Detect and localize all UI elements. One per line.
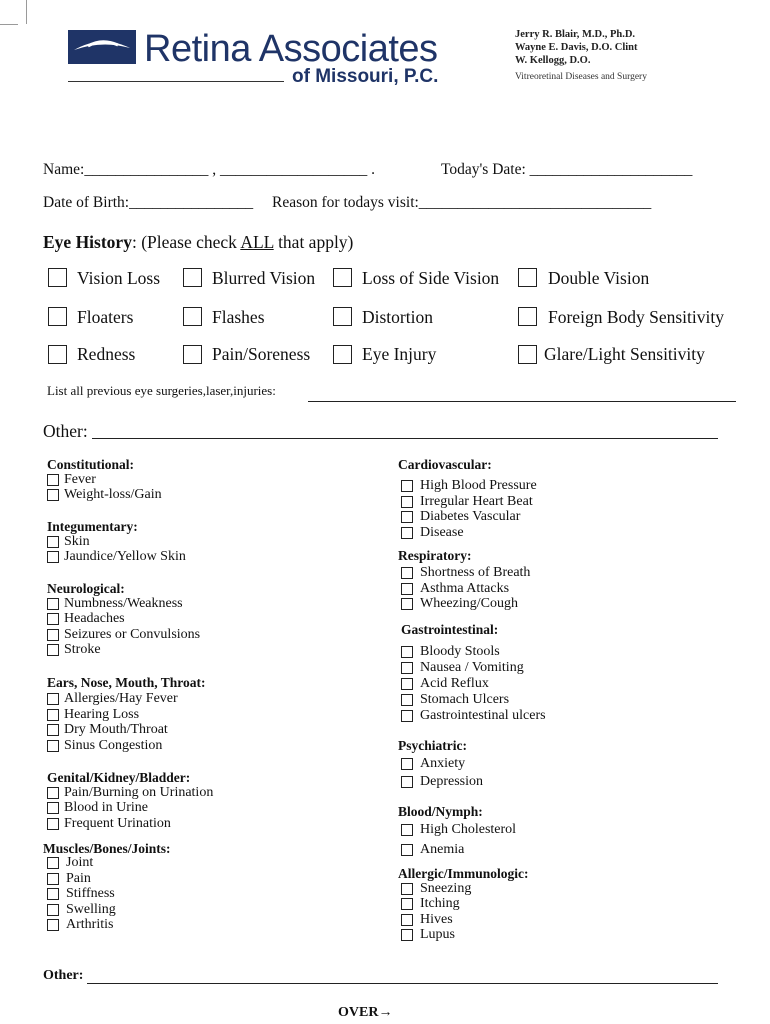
item-label: High Cholesterol	[420, 822, 517, 837]
checkbox[interactable]	[47, 629, 59, 641]
doctor-line: W. Kellogg, D.O.	[515, 55, 591, 66]
section-title: Ears, Nose, Mouth, Throat:	[47, 675, 206, 690]
checkbox-loss-of-side-vision[interactable]	[333, 268, 352, 287]
item-label: Wheezing/Cough	[420, 596, 518, 611]
checkbox[interactable]	[47, 598, 59, 610]
section-title: Genital/Kidney/Bladder:	[47, 770, 191, 785]
over-label: OVER→	[338, 1005, 393, 1020]
label-eye-injury: Eye Injury	[362, 344, 437, 364]
item-label: Pain/Burning on Urination	[64, 785, 214, 800]
checkbox[interactable]	[401, 646, 413, 658]
item-label: Stiffness	[66, 886, 115, 901]
item-label: Anemia	[420, 842, 465, 857]
item-label: Acid Reflux	[420, 676, 489, 691]
checkbox[interactable]	[401, 527, 413, 539]
item-label: Shortness of Breath	[420, 565, 531, 580]
item-label: Sinus Congestion	[64, 738, 163, 753]
checkbox[interactable]	[401, 776, 413, 788]
eye-history-heading	[43, 230, 353, 254]
checkbox-flashes[interactable]	[183, 307, 202, 326]
doctor-line: Jerry R. Blair, M.D., Ph.D.	[515, 29, 636, 40]
item-label: Skin	[64, 534, 90, 549]
item-label: Hives	[420, 912, 453, 927]
item-label: Arthritis	[66, 917, 114, 932]
item-label: Weight-loss/Gain	[64, 487, 162, 502]
item-label: Depression	[420, 774, 483, 789]
checkbox[interactable]	[401, 678, 413, 690]
label-blurred-vision: Blurred Vision	[212, 268, 316, 288]
eye-other-input-line[interactable]	[92, 438, 718, 439]
checkbox[interactable]	[47, 724, 59, 736]
checkbox[interactable]	[47, 536, 59, 548]
item-label: Blood in Urine	[64, 800, 148, 815]
checkbox[interactable]	[401, 567, 413, 579]
checkbox[interactable]	[401, 914, 413, 926]
checkbox[interactable]	[401, 758, 413, 770]
previous-surgeries-input-line[interactable]	[308, 401, 736, 402]
label-pain-soreness: Pain/Soreness	[212, 344, 311, 364]
checkbox-floaters[interactable]	[48, 307, 67, 326]
checkbox[interactable]	[47, 802, 59, 814]
checkbox-redness[interactable]	[48, 345, 67, 364]
eye-other-label: Other:	[43, 421, 88, 441]
checkbox[interactable]	[47, 489, 59, 501]
checkbox[interactable]	[47, 644, 59, 656]
checkbox[interactable]	[401, 583, 413, 595]
item-label: Numbness/Weakness	[64, 596, 183, 611]
label-glare-light-sensitivity: Glare/Light Sensitivity	[544, 344, 705, 364]
checkbox-eye-injury[interactable]	[333, 345, 352, 364]
checkbox[interactable]	[401, 598, 413, 610]
label-vision-loss: Vision Loss	[77, 268, 161, 288]
checkbox[interactable]	[47, 740, 59, 752]
eye-history-instruction: : (Please check	[131, 232, 241, 252]
checkbox[interactable]	[401, 662, 413, 674]
item-label: Stroke	[64, 642, 101, 657]
item-label: Itching	[420, 896, 460, 911]
eye-history-instruction-end: that apply)	[273, 232, 354, 252]
eye-history-title: Eye History	[43, 232, 132, 252]
section-title: Psychiatric:	[398, 738, 467, 753]
eye-history-all: ALL	[240, 232, 274, 252]
label-distortion: Distortion	[362, 307, 433, 327]
checkbox[interactable]	[47, 904, 59, 916]
label-foreign-body-sensitivity: Foreign Body Sensitivity	[548, 307, 724, 327]
item-label: Seizures or Convulsions	[64, 627, 201, 642]
item-label: High Blood Pressure	[420, 478, 537, 493]
doctor-list	[515, 28, 638, 67]
item-label: Jaundice/Yellow Skin	[64, 549, 186, 564]
section-title: Integumentary:	[47, 519, 138, 534]
other-label: Other:	[43, 968, 84, 983]
item-label: Asthma Attacks	[420, 581, 510, 596]
checkbox-pain-soreness[interactable]	[183, 345, 202, 364]
item-label: Sneezing	[420, 881, 472, 896]
checkbox[interactable]	[47, 857, 59, 869]
checkbox[interactable]	[401, 844, 413, 856]
date-of-birth-field[interactable]: Date of Birth:________________	[43, 194, 254, 211]
item-label: Disease	[420, 525, 464, 540]
checkbox[interactable]	[47, 613, 59, 625]
item-label: Fever	[64, 472, 96, 487]
item-label: Pain	[66, 871, 91, 886]
label-double-vision: Double Vision	[548, 268, 650, 288]
checkbox[interactable]	[401, 511, 413, 523]
item-label: Gastrointestinal ulcers	[420, 708, 546, 723]
label-flashes: Flashes	[212, 307, 265, 327]
label-loss-of-side-vision: Loss of Side Vision	[362, 268, 500, 288]
item-label: Headaches	[64, 611, 125, 626]
checkbox[interactable]	[47, 873, 59, 885]
checkbox[interactable]	[47, 693, 59, 705]
doctor-line: Wayne E. Davis, D.O. Clint	[515, 42, 638, 53]
checkbox[interactable]	[401, 898, 413, 910]
checkbox[interactable]	[401, 824, 413, 836]
checkbox[interactable]	[401, 710, 413, 722]
item-label: Stomach Ulcers	[420, 692, 510, 707]
section-title: Respiratory:	[398, 548, 472, 563]
item-label: Allergies/Hay Fever	[64, 691, 178, 706]
checkbox[interactable]	[401, 929, 413, 941]
checkbox-distortion[interactable]	[333, 307, 352, 326]
logo-rule	[68, 81, 284, 82]
section-title: Muscles/Bones/Joints:	[43, 841, 171, 856]
item-label: Hearing Loss	[64, 707, 140, 722]
eye-logo-icon	[68, 30, 136, 64]
section-title: Cardiovascular:	[398, 457, 492, 472]
checkbox-blurred-vision[interactable]	[183, 268, 202, 287]
checkbox-vision-loss[interactable]	[48, 268, 67, 287]
previous-surgeries-label: List all previous eye surgeries,laser,injuries:	[47, 383, 276, 398]
item-label: Dry Mouth/Throat	[64, 722, 168, 737]
checkbox-glare-light-sensitivity[interactable]	[518, 345, 537, 364]
checkbox[interactable]	[47, 551, 59, 563]
checkbox-foreign-body-sensitivity[interactable]	[518, 307, 537, 326]
checkbox-double-vision[interactable]	[518, 268, 537, 287]
checkbox[interactable]	[47, 919, 59, 931]
reason-for-visit-field[interactable]: Reason for todays visit:______________________________	[272, 194, 652, 211]
checkbox[interactable]	[401, 496, 413, 508]
checkbox[interactable]	[47, 709, 59, 721]
item-label: Nausea / Vomiting	[420, 660, 524, 675]
checkbox[interactable]	[47, 474, 59, 486]
checkbox[interactable]	[47, 888, 59, 900]
logo-title: Retina Associates	[144, 28, 438, 70]
checkbox[interactable]	[401, 694, 413, 706]
page-corner-mark	[26, 0, 27, 24]
section-title: Gastrointestinal:	[401, 622, 499, 637]
specialty-text: Vitreoretinal Diseases and Surgery	[515, 72, 647, 82]
item-label: Lupus	[420, 927, 455, 942]
item-label: Anxiety	[420, 756, 466, 771]
todays-date-field[interactable]: Today's Date: _____________________	[441, 161, 693, 178]
item-label: Irregular Heart Beat	[420, 494, 533, 509]
checkbox[interactable]	[47, 818, 59, 830]
item-label: Bloody Stools	[420, 644, 500, 659]
section-title: Blood/Nymph:	[398, 804, 483, 819]
item-label: Frequent Urination	[64, 816, 171, 831]
checkbox[interactable]	[401, 883, 413, 895]
section-title: Allergic/Immunologic:	[398, 866, 529, 881]
section-title: Neurological:	[47, 581, 125, 596]
checkbox[interactable]	[401, 480, 413, 492]
name-field[interactable]: Name:________________ , ___________________ .	[43, 161, 375, 178]
checkbox[interactable]	[47, 787, 59, 799]
item-label: Diabetes Vascular	[420, 509, 521, 524]
item-label: Joint	[66, 855, 94, 870]
label-floaters: Floaters	[77, 307, 134, 327]
label-redness: Redness	[77, 344, 136, 364]
item-label: Swelling	[66, 902, 116, 917]
logo-subtitle: of Missouri, P.C.	[292, 66, 439, 87]
other-input-line[interactable]	[87, 983, 718, 984]
page-corner-mark-horizontal	[0, 24, 18, 25]
section-title: Constitutional:	[47, 457, 135, 472]
